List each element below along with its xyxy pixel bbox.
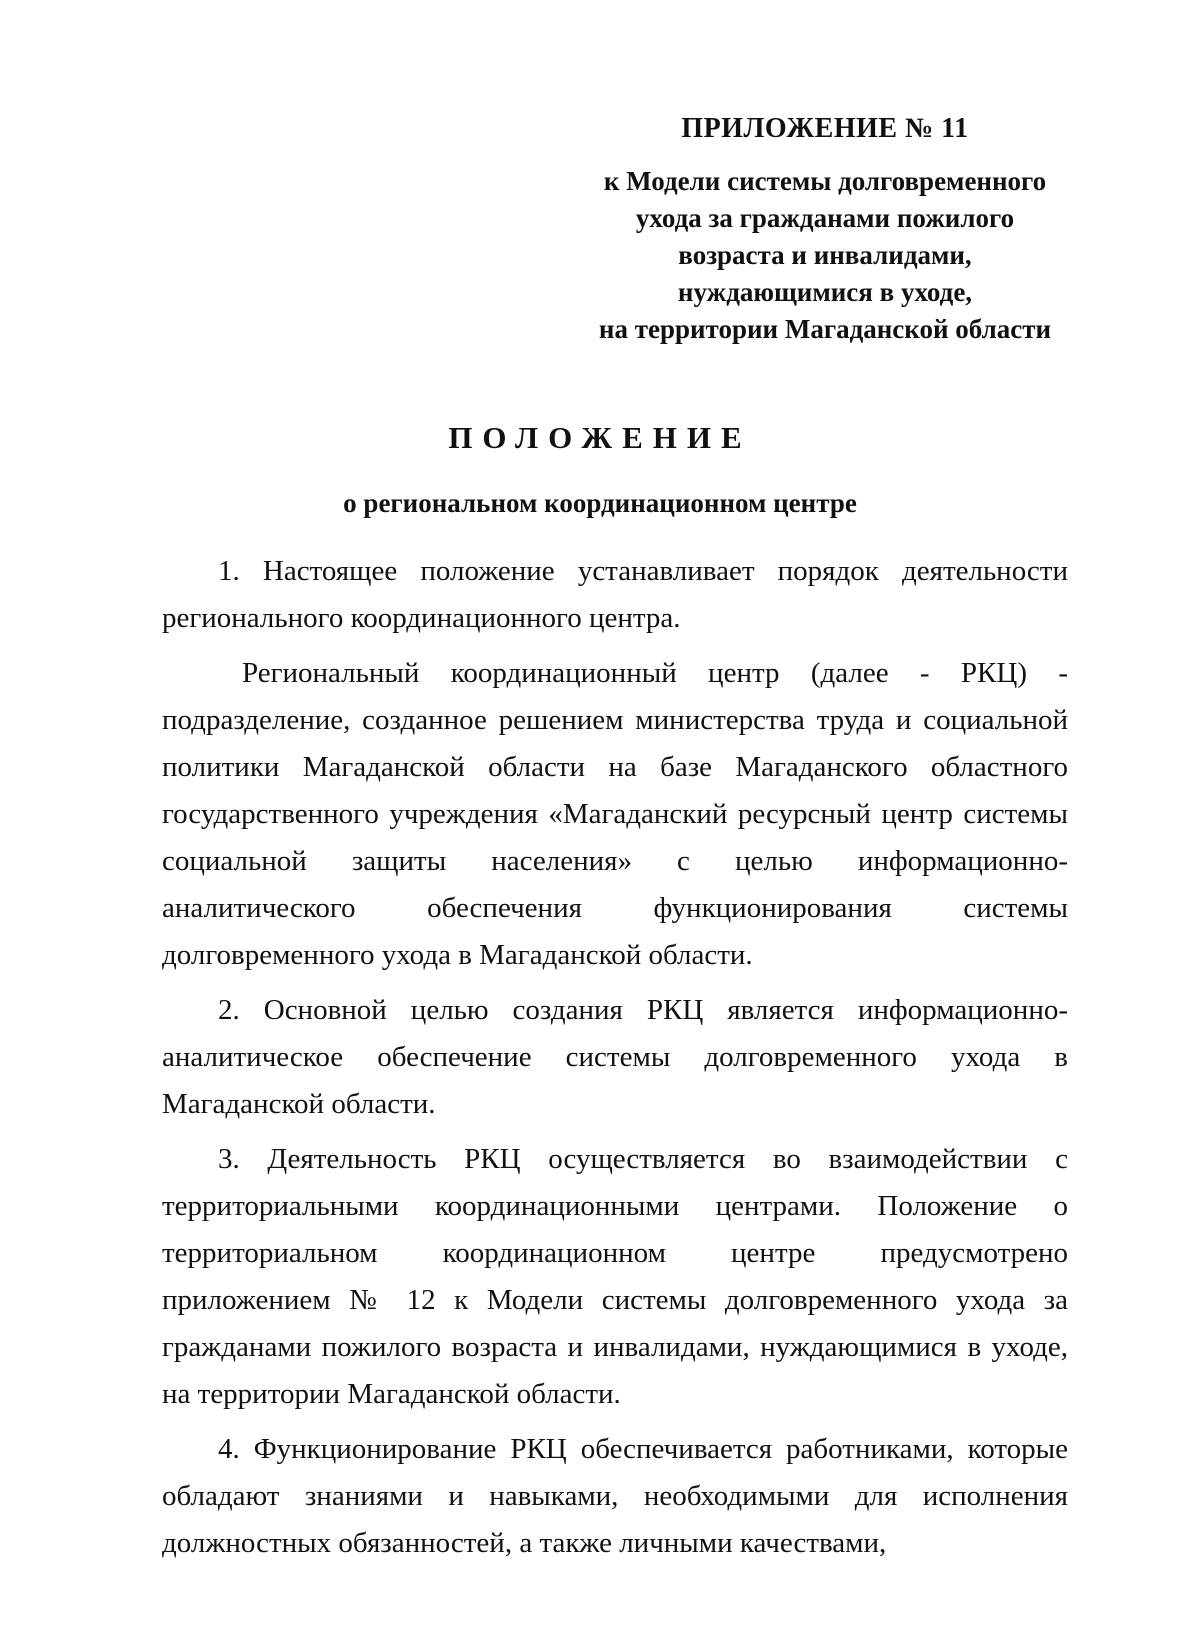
paragraph-3: 3. Деятельность РКЦ осуществляется во взаимодействии с территориальными координационными центрами. Положение о территориальном координационном центре предусмотрено приложением № 12 к Модели системы долговременного ухода за гражданами пожилого возраста и инвалидами, нуждающимися в уходе, на территории Магаданской области. — [162, 1143, 1068, 1410]
document-body — [162, 548, 1068, 1575]
appendix-line: возраста и инвалидами, — [678, 240, 972, 270]
paragraph-1: 1. Настоящее положение устанавливает порядок деятельности регионального координационного центра. — [162, 555, 1068, 634]
appendix-line: к Модели системы долговременного — [603, 166, 1047, 196]
paragraph-rkc-definition: Региональный координационный центр (далее - РКЦ) - подразделение, созданное решением министерства труда и социальной политики Магаданской области на базе Магаданского областного государственного учреждения «Магаданский ресурсный центр системы социальной защиты населения» с целью информационно-аналитического обеспечения функционирования системы долговременного ухода в Магаданской области. — [162, 657, 1068, 971]
appendix-header — [585, 110, 1065, 348]
appendix-line: на территории Магаданской области — [598, 314, 1052, 344]
appendix-line: нуждающимися в уходе, — [677, 277, 973, 307]
appendix-line: ухода за гражданами пожилого — [635, 203, 1015, 233]
document-title: ПОЛОЖЕНИЕ — [448, 420, 752, 455]
paragraph-4: 4. Функционирование РКЦ обеспечивается работниками, которые обладают знаниями и навыками, необходимыми для исполнения должностных обязанностей, а также личными качествами, — [162, 1433, 1068, 1559]
document-subtitle: о региональном координационном центре — [343, 488, 857, 518]
paragraph-2: 2. Основной целью создания РКЦ является информационно-аналитическое обеспечение системы долговременного ухода в Магаданской области. — [162, 994, 1068, 1120]
appendix-title: ПРИЛОЖЕНИЕ № 11 — [681, 113, 969, 144]
